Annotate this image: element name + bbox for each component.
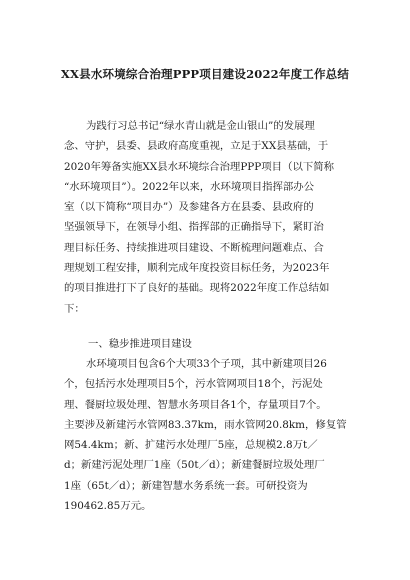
paragraph-line: 190462.85万元。 (64, 500, 152, 513)
paragraph-line: 理、餐厨垃圾处理、智慧水务项目各1个，存量项目7个。 (64, 398, 327, 411)
paragraph-line: 水环境项目包含6个大项33个子项，其中新建项目26 (86, 358, 327, 370)
document-title: XX县水环境综合治理PPP项目建设2022年度工作总结 (60, 67, 350, 81)
intro-paragraph (64, 116, 354, 319)
paragraph-line: “水环境项目”）。2022年以来，水环境项目指挥部办公 (64, 180, 315, 193)
paragraph-line: 为践行习总书记“绿水青山就是金山银山”的发展理 (86, 120, 315, 132)
paragraph-line: 的项目推进打下了良好的基础。现将2022年度工作总结如 (64, 282, 330, 295)
paragraph-line: 坚强领导下，在领导小组、指挥部的正确指导下，紧盯治 (64, 221, 324, 234)
paragraph-line: 网54.4km；新、扩建污水处理厂5座，总规模2.8万t／ (64, 439, 318, 452)
project-paragraph (64, 354, 354, 516)
paragraph-line: 理规划工程安排，顺利完成年度投资目标任务，为2023年 (64, 262, 330, 275)
paragraph-line: 室（以下简称“项目办”）及参建各方在县委、县政府的 (64, 201, 314, 214)
section-heading: 一、稳步推进项目建设 (88, 338, 192, 350)
paragraph-line: 个，包括污水处理项目5个，污水管网项目18个，污泥处 (64, 378, 323, 391)
paragraph-line: 主要涉及新建污水管网83.37km，雨水管网20.8km，修复管 (64, 418, 347, 431)
paragraph-line: d；新建污泥处理厂1座（50t／d）；新建餐厨垃圾处理厂 (64, 459, 325, 472)
paragraph-line: 1座（65t／d）；新建智慧水务系统一套。可研投资为 (64, 479, 308, 492)
paragraph-line: 2020年筹备实施XX县水环境综合治理PPP项目（以下简称 (64, 160, 335, 173)
paragraph-line: 理目标任务、持续推进项目建设、不断梳理问题难点、合 (64, 241, 324, 254)
paragraph-line: 念、守护，县委、县政府高度重视，立足于XX县基础，于 (64, 140, 329, 153)
paragraph-line: 下： (64, 302, 85, 315)
